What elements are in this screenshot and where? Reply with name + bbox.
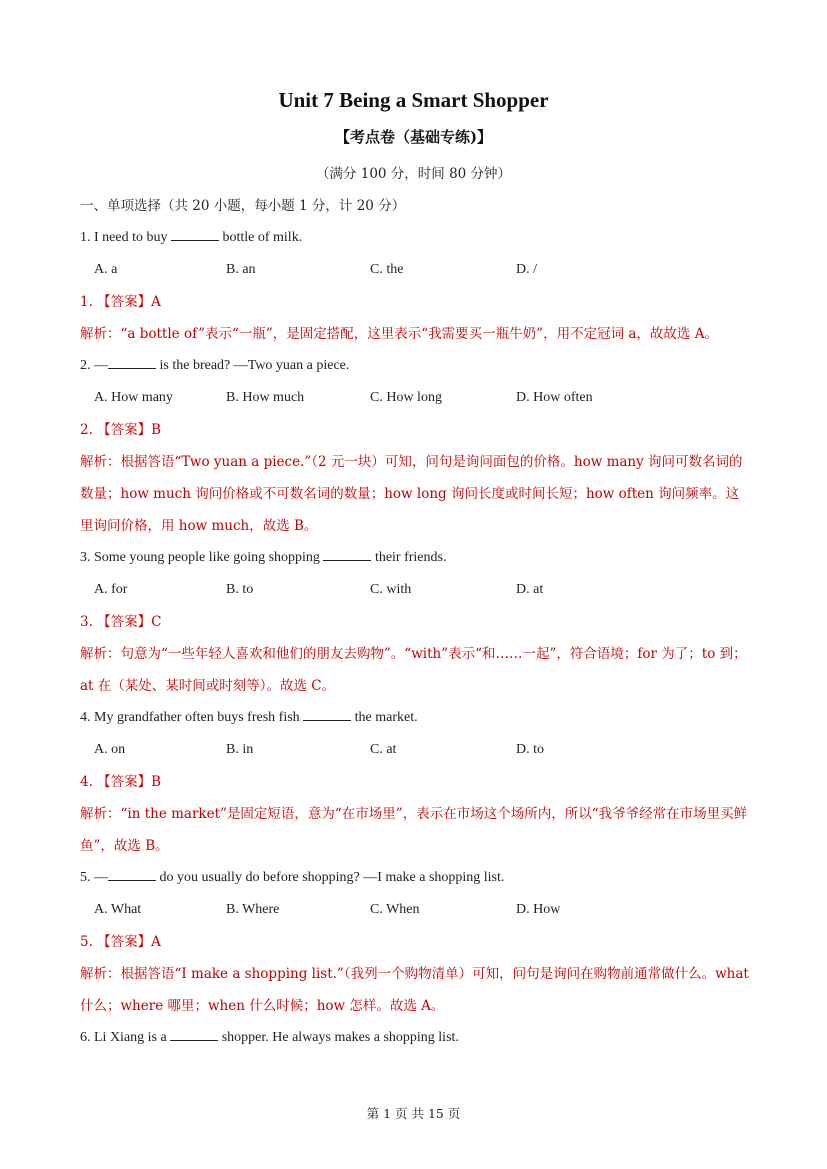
option-b: B. How much <box>226 390 305 405</box>
analysis-4: 解析：“in the market”是固定短语，意为“在市场里”，表示在市场这个场所内，所以“我爷爷经常在市场里买鲜鱼”，故选 B。 <box>80 806 748 854</box>
answer-2: 2. 【答案】B <box>80 422 162 438</box>
answer-4: 4. 【答案】B <box>80 774 162 790</box>
exam-meta: （满分 100 分，时间 80 分钟） <box>315 166 512 182</box>
analysis-3: 解析：句意为“一些年轻人喜欢和他们的朋友去购物”。“with”表示“和……一起”，符合语境；for 为了；to 到；at 在（某处、某时间或时刻等）。故选 C。 <box>80 646 747 694</box>
analysis-5: 解析：根据答语“I make a shopping list.”（我列一个购物清单）可知，问句是询问在购物前通常做什么。what 什么；where 哪里；when 什么时候；how 怎样。故选 A。 <box>80 966 749 1014</box>
option-d: D. How often <box>516 390 593 405</box>
option-a: A. What <box>94 902 142 917</box>
option-b: B. Where <box>226 902 280 917</box>
option-c: C. with <box>370 582 412 597</box>
answer-3: 3. 【答案】C <box>80 614 162 630</box>
option-d: D. How <box>516 902 561 917</box>
page-footer: 第 1 页 共 15 页 <box>366 1106 461 1121</box>
answer-blank <box>170 1028 218 1041</box>
option-a: A. on <box>94 742 126 757</box>
question-2: 2. — is the bread? —Two yuan a piece. <box>80 358 350 373</box>
answer-1: 1. 【答案】A <box>80 294 161 310</box>
answer-blank <box>108 356 156 369</box>
analysis-2: 解析：根据答语“Two yuan a piece.”（2 元一块）可知，问句是询问面包的价格。how many 询问可数名词的数量；how much 询问价格或不可数名词的数量；how long 询问长度或时间长短；how often 询问频率。这里询问价格，用 how much，故选 B。 <box>80 454 743 534</box>
question-4: 4. My grandfather often buys fresh fish the market. <box>80 710 418 725</box>
answer-blank <box>171 228 219 241</box>
answer-blank <box>108 868 156 881</box>
question-6: 6. Li Xiang is a shopper. He always makes a shopping list. <box>80 1030 459 1045</box>
question-5-options <box>80 900 752 932</box>
option-d: D. to <box>516 742 544 757</box>
question-1-options <box>80 260 752 292</box>
option-b: B. in <box>226 742 254 757</box>
question-5: 5. — do you usually do before shopping? —I make a shopping list. <box>80 870 505 885</box>
option-a: A. for <box>94 582 128 597</box>
page-subtitle: 【考点卷（基础专练)】 <box>334 128 493 146</box>
question-2-options <box>80 388 752 420</box>
answer-5: 5. 【答案】A <box>80 934 161 950</box>
option-d: D. / <box>516 262 537 277</box>
option-a: A. How many <box>94 390 173 405</box>
option-c: C. How long <box>370 390 442 405</box>
answer-blank <box>303 708 351 721</box>
option-b: B. an <box>226 262 256 277</box>
question-3: 3. Some young people like going shopping their friends. <box>80 550 447 565</box>
analysis-1: 解析：“a bottle of”表示“一瓶”，是固定搭配，这里表示“我需要买一瓶牛奶”，用不定冠词 a，故故选 A。 <box>80 326 718 342</box>
question-4-options <box>80 740 752 772</box>
option-b: B. to <box>226 582 254 597</box>
question-list <box>80 228 752 1060</box>
question-1: 1. I need to buy bottle of milk. <box>80 230 303 245</box>
question-3-options <box>80 580 752 612</box>
answer-blank <box>323 548 371 561</box>
option-d: D. at <box>516 582 544 597</box>
section-heading: 一、单项选择（共 20 小题，每小题 1 分，计 20 分） <box>80 198 406 214</box>
option-a: A. a <box>94 262 118 277</box>
option-c: C. the <box>370 262 404 277</box>
option-c: C. at <box>370 742 397 757</box>
option-c: C. When <box>370 902 420 917</box>
page-title: Unit 7 Being a Smart Shopper <box>278 88 549 112</box>
